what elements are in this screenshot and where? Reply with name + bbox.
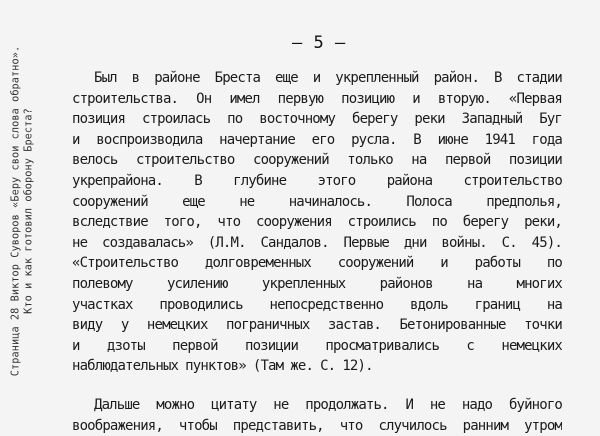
text-line: вследствие того, что сооружения строились по берегу реки, xyxy=(72,212,562,233)
paragraph-2 xyxy=(72,395,562,436)
text-line: воображения, чтобы представить, что случилось ранним утром xyxy=(72,416,562,436)
body-text xyxy=(72,68,562,436)
text-line: полевому усилению укрепленных районов на многих xyxy=(72,274,562,295)
text-line: и дзоты первой позиции просматривались с немецких xyxy=(72,336,562,357)
text-line: велось строительство сооружений только на первой позиции xyxy=(72,150,562,171)
text-line: участках проводились непосредственно вдоль границ на xyxy=(72,295,562,316)
page-number: – 5 – xyxy=(292,33,346,53)
text-line: Дальше можно цитату не продолжать. И не надо буйного xyxy=(72,395,562,416)
text-line: строительства. Он имел первую позицию и вторую. «Первая xyxy=(72,89,562,110)
side-header-text xyxy=(11,1,36,421)
text-line: наблюдательных пунктов» (Там же. С. 12). xyxy=(72,356,562,377)
text-line: укрепрайона. В глубине этого района строительство xyxy=(72,171,562,192)
text-line: не создавалась» (Л.М. Сандалов. Первые дни войны. С. 45). xyxy=(72,233,562,254)
text-line: сооружений еще не начиналось. Полоса предполья, xyxy=(72,192,562,213)
text-line: виду у немецких пограничных застав. Бетонированные точки xyxy=(72,315,562,336)
side-header-line-1: Страница 28 Виктор Суворов «Беру свои слова обратно». xyxy=(11,1,24,421)
side-running-header xyxy=(0,0,46,422)
text-line: «Строительство долговременных сооружений и работы по xyxy=(72,253,562,274)
paragraph-gap xyxy=(72,377,562,395)
text-line: и воспроизводила начертание его русла. В июне 1941 года xyxy=(72,130,562,151)
text-line: Был в районе Бреста еще и укрепленный район. В стадии xyxy=(72,68,562,89)
text-line: позиция строилась по восточному берегу реки Западный Буг xyxy=(72,109,562,130)
paragraph-1 xyxy=(72,68,562,377)
side-header-line-2: Кто и как готовил оборону Бреста? xyxy=(23,1,36,421)
